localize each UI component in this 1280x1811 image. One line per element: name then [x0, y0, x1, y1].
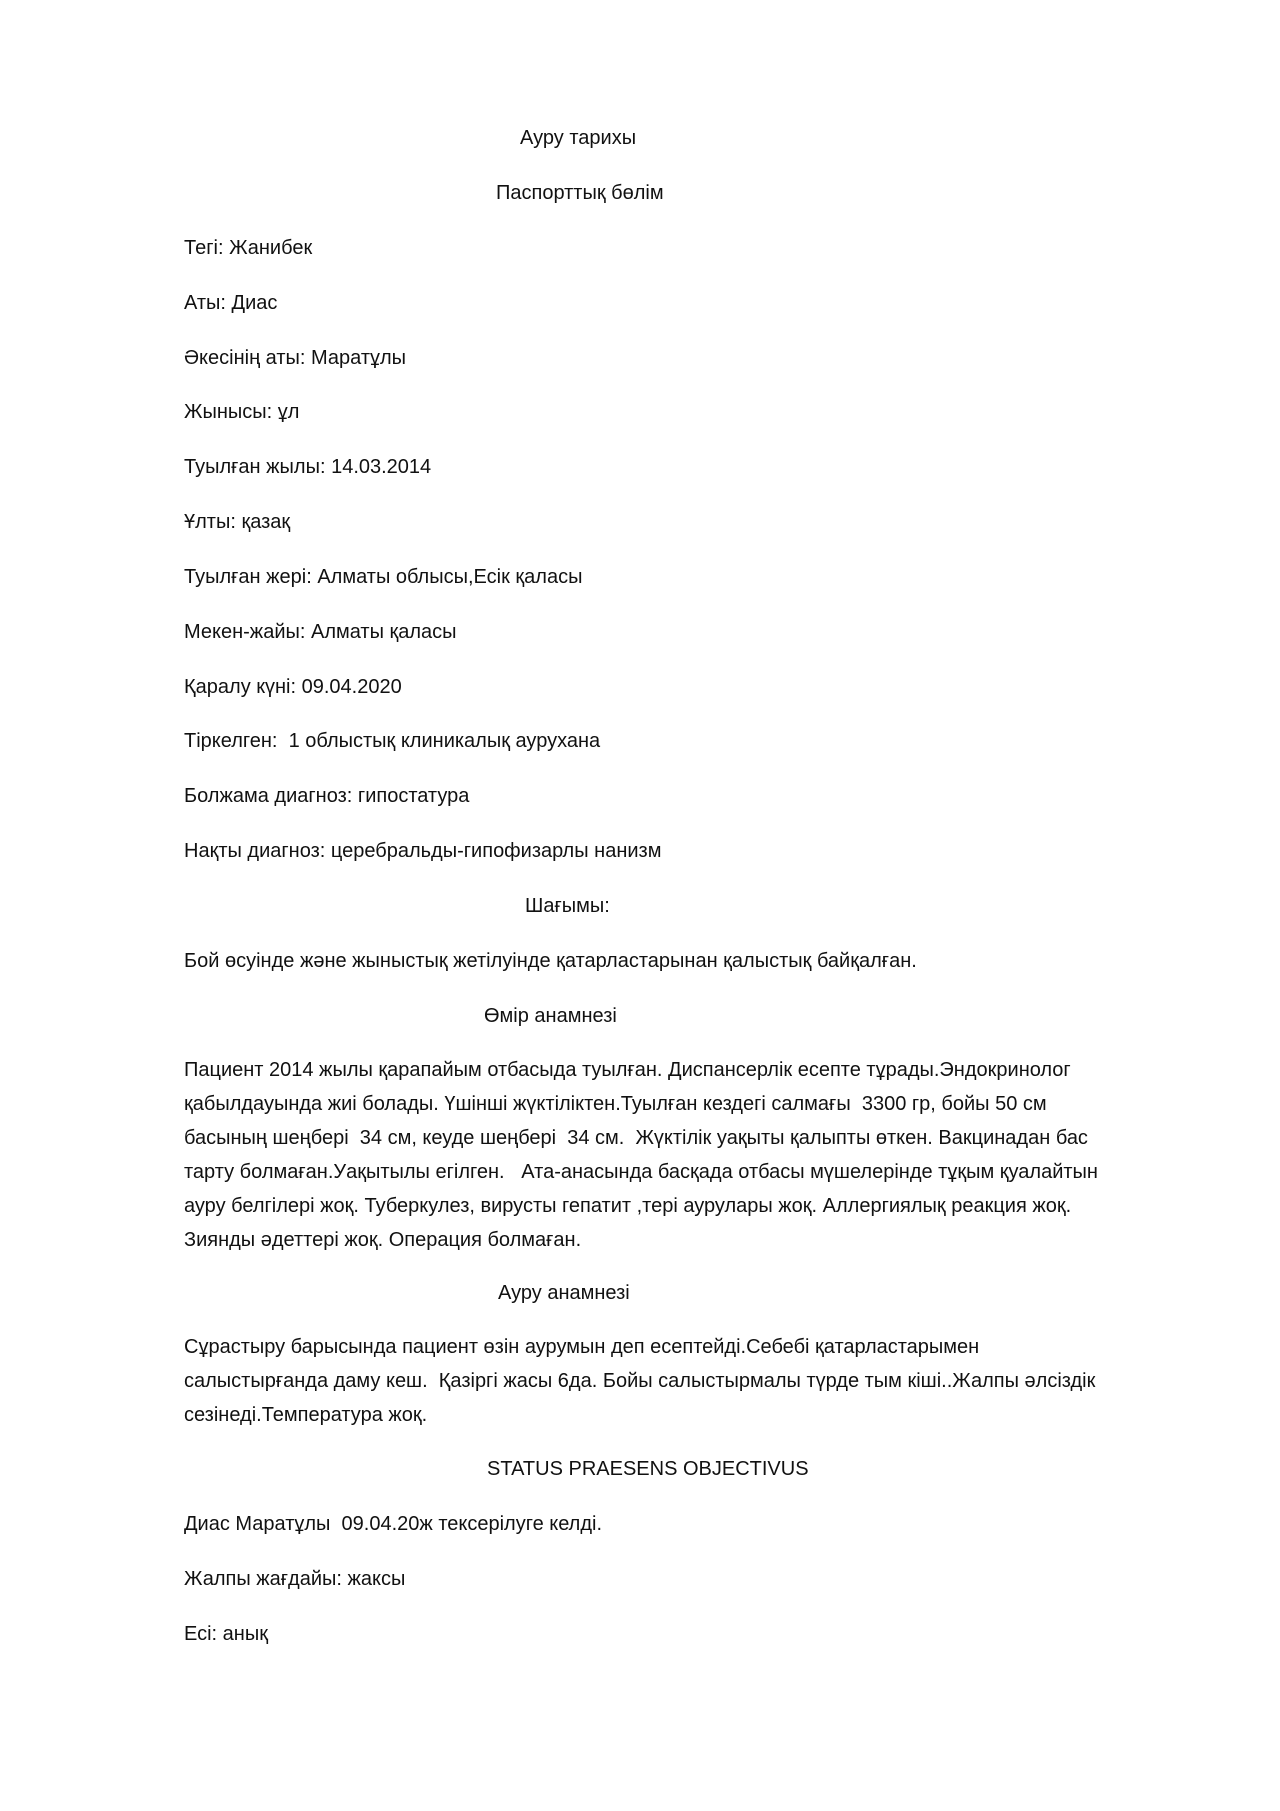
field-address: Мекен-жайы: Алматы қаласы — [184, 621, 457, 643]
field-birth-date: Туылған жылы: 14.03.2014 — [184, 456, 432, 478]
disease-anamnesis-paragraph — [184, 1330, 1179, 1432]
document-title: Ауру тарихы — [520, 127, 637, 149]
field-final-diagnosis: Нақты диагноз: церебральды-гипофизарлы нанизм — [184, 840, 662, 862]
passport-heading: Паспорттық бөлім — [496, 182, 664, 204]
life-anamnesis-paragraph — [184, 1053, 1179, 1257]
life-anamnesis-line: тарту болмаған.Уақытылы егілген. Ата-анасында басқада отбасы мүшелерінде тұқым қуалайтын — [184, 1161, 1098, 1183]
field-name: Аты: Диас — [184, 292, 278, 314]
complaints-heading: Шағымы: — [525, 895, 610, 917]
field-surname: Тегі: Жанибек — [184, 237, 313, 259]
field-sex: Жынысы: ұл — [184, 401, 300, 423]
life-anamnesis-line: қабылдауында жиі болады. Үшінші жүктіліктен.Туылған кездегі салмағы 3300 гр, бойы 50 см — [184, 1093, 1047, 1115]
disease-anamnesis-line: Сұрастыру барысында пациент өзін аурумын деп есептейді.Себебі қатарластарымен — [184, 1336, 980, 1358]
field-birth-place: Туылған жері: Алматы облысы,Есік қаласы — [184, 566, 583, 588]
disease-anamnesis-line: сезінеді.Температура жоқ. — [184, 1404, 428, 1426]
disease-anamnesis-line: салыстырғанда даму кеш. Қазіргі жасы 6да. Бойы салыстырмалы түрде тым кіші..Жалпы әлсіздік — [184, 1370, 1096, 1392]
field-registered: Тіркелген: 1 облыстық клиникалық аурухана — [184, 730, 601, 752]
status-general: Жалпы жағдайы: жаксы — [184, 1568, 406, 1590]
disease-anamnesis-heading: Ауру анамнезі — [498, 1282, 630, 1304]
field-exam-date: Қаралу күні: 09.04.2020 — [184, 676, 402, 698]
status-heading: STATUS PRAESENS OBJECTIVUS — [487, 1458, 809, 1480]
complaints-text: Бой өсуінде және жыныстық жетілуінде қатарластарынан қалыстық байқалған. — [184, 950, 917, 972]
life-anamnesis-line: басының шеңбері 34 см, кеуде шеңбері 34 см. Жүктілік уақыты қалыпты өткен. Вакцинадан бас — [184, 1127, 1088, 1149]
field-preliminary-diagnosis: Болжама диагноз: гипостатура — [184, 785, 470, 807]
status-consciousness: Есі: анық — [184, 1623, 268, 1645]
status-visit: Диас Маратұлы 09.04.20ж тексерілуге келді. — [184, 1513, 603, 1535]
life-anamnesis-line: Пациент 2014 жылы қарапайым отбасыда туылған. Диспансерлік есепте тұрады.Эндокринолог — [184, 1059, 1071, 1081]
field-patronymic: Әкесінің аты: Маратұлы — [184, 347, 407, 369]
life-anamnesis-line: ауру белгілері жоқ. Туберкулез, вирусты гепатит ,тері аурулары жоқ. Аллергиялық реакция жоқ. — [184, 1195, 1072, 1217]
life-anamnesis-line: Зиянды әдеттері жоқ. Операция болмаған. — [184, 1229, 582, 1251]
field-nationality: Ұлты: қазақ — [184, 511, 291, 533]
life-anamnesis-heading: Өмір анамнезі — [484, 1005, 617, 1027]
